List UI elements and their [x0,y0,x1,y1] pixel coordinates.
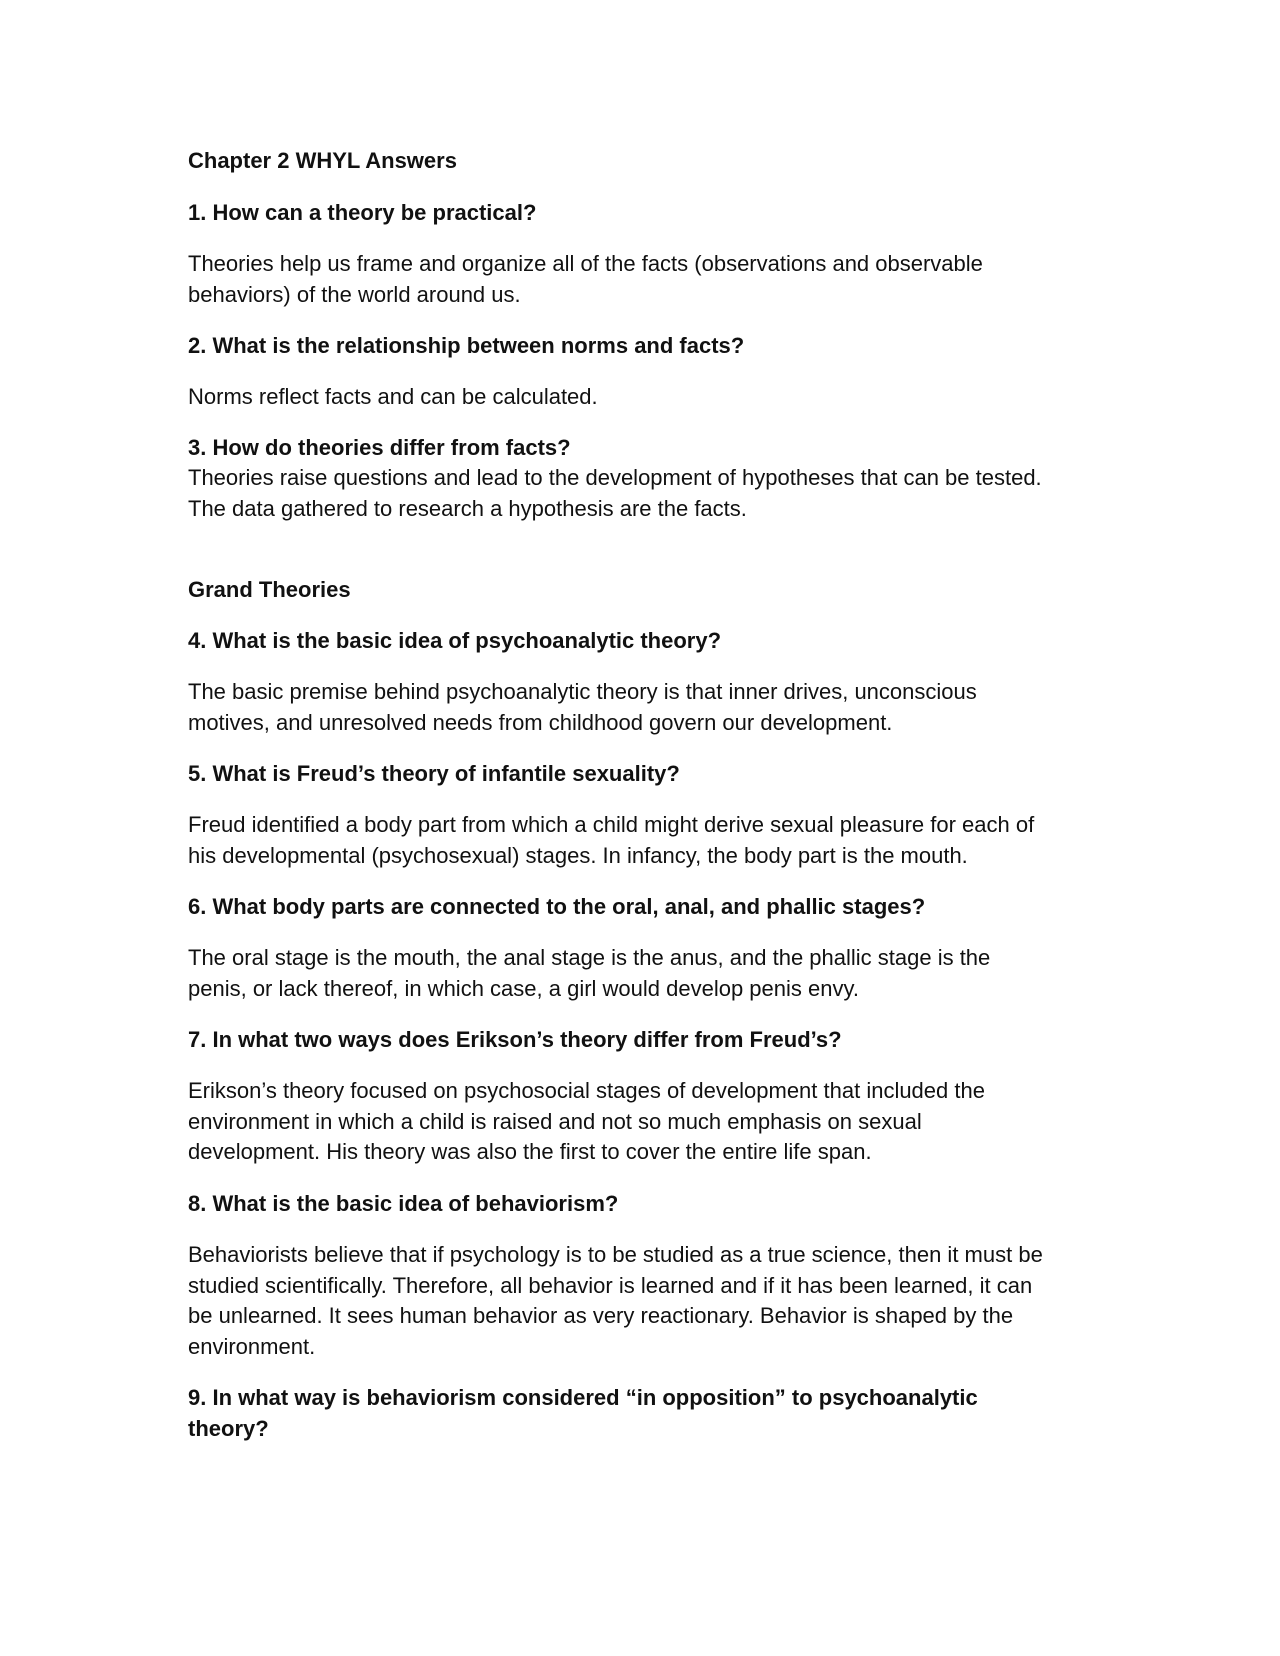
answer-5: Freud identified a body part from which a child might derive sexual pleasure for each of his developmental (psychosexual) stages. In infancy, the body part is the mouth. [188,812,1035,868]
question-9: 9. In what way is behaviorism considered “in opposition” to psychoanalytic theory? [188,1385,978,1441]
answer-4: The basic premise behind psychoanalytic theory is that inner drives, unconscious motives, and unresolved needs from childhood govern our development. [188,679,977,735]
question-3: 3. How do theories differ from facts? [188,435,571,460]
document-title: Chapter 2 WHYL Answers [188,148,457,173]
answer-1: Theories help us frame and organize all of the facts (observations and observable behaviors) of the world around us. [188,251,983,307]
question-8: 8. What is the basic idea of behaviorism? [188,1191,619,1216]
question-5: 5. What is Freud’s theory of infantile sexuality? [188,761,680,786]
answer-8: Behaviorists believe that if psychology is to be studied as a true science, then it must be studied scientifically. Therefore, all behavior is learned and if it has been learned, it can be unlearned. It sees human behavior as very reactionary. Behavior is shaped by the environment. [188,1242,1043,1359]
question-7: 7. In what two ways does Erikson’s theory differ from Freud’s? [188,1027,842,1052]
answer-2: Norms reflect facts and can be calculated. [188,384,598,409]
question-4: 4. What is the basic idea of psychoanalytic theory? [188,628,722,653]
answer-3: Theories raise questions and lead to the development of hypotheses that can be tested. The data gathered to research a hypothesis are the facts. [188,465,1042,521]
question-1: 1. How can a theory be practical? [188,200,537,225]
question-2: 2. What is the relationship between norms and facts? [188,333,745,358]
section-heading-grand-theories: Grand Theories [188,577,351,602]
answer-7: Erikson’s theory focused on psychosocial stages of development that included the environment in which a child is raised and not so much emphasis on sexual development. His theory was also the first to cover the entire life span. [188,1078,985,1164]
answer-6: The oral stage is the mouth, the anal stage is the anus, and the phallic stage is the penis, or lack thereof, in which case, a girl would develop penis envy. [188,945,991,1001]
question-6: 6. What body parts are connected to the oral, anal, and phallic stages? [188,894,926,919]
